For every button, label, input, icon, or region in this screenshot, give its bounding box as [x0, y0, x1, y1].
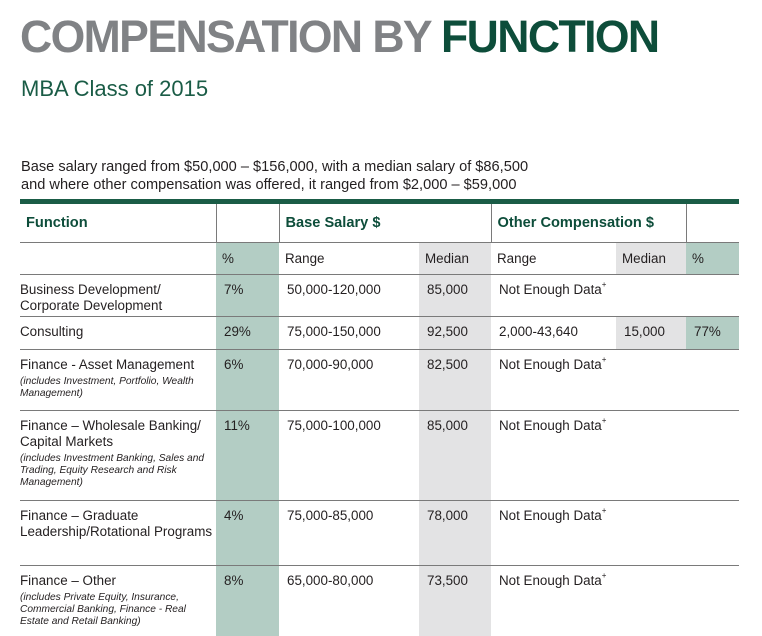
function-name-line1: Consulting [20, 324, 84, 339]
title-part-2: FUNCTION [441, 11, 659, 62]
base-range-cell: 75,000-150,000 [279, 317, 419, 350]
function-cell [20, 350, 216, 411]
footnote-marker: + [601, 416, 607, 425]
other-range-text: Not Enough Data [499, 573, 602, 588]
base-median-cell: 82,500 [419, 350, 491, 411]
other-range-text: Not Enough Data [499, 508, 602, 523]
header-other-compensation: Other Compensation $ [491, 204, 686, 243]
function-name-line1: Business Development/ [20, 282, 161, 297]
other-pct-cell: 77% [686, 317, 739, 350]
other-range-text: Not Enough Data [499, 418, 602, 433]
pct-cell: 6% [216, 350, 279, 411]
function-name-line1: Finance – Other [20, 573, 117, 588]
base-median-cell: 85,000 [419, 411, 491, 501]
function-name-line1: Finance – Graduate [20, 508, 139, 523]
base-range-cell: 75,000-100,000 [279, 411, 419, 501]
function-name-line2: Capital Markets [20, 434, 114, 449]
subheader-base-range: Range [279, 243, 419, 275]
intro-line-1: Base salary ranged from $50,000 – $156,000, with a median salary of $86,500 [21, 159, 529, 175]
header-blank-2 [686, 204, 739, 243]
other-range-cell [491, 501, 739, 566]
other-range-text: Not Enough Data [499, 357, 602, 372]
intro-line-2: and where other compensation was offered, it ranged from $2,000 – $59,000 [21, 176, 517, 193]
other-range-text: Not Enough Data [499, 282, 602, 297]
function-name-line2: Leadership/Rotational Programs [20, 524, 213, 539]
pct-cell: 4% [216, 501, 279, 566]
function-name-line2: Corporate Development [20, 298, 163, 313]
table-row [20, 566, 739, 636]
function-cell [20, 501, 216, 566]
subheader-other-range: Range [491, 243, 616, 275]
function-note: (includes Investment, Portfolio, Wealth Management) [20, 376, 194, 399]
other-range-cell [491, 566, 739, 636]
base-range-cell: 65,000-80,000 [287, 573, 374, 588]
pct-cell: 11% [216, 411, 279, 501]
subheader-other-pct: % [686, 243, 739, 275]
table-row [20, 411, 739, 501]
function-cell [20, 317, 216, 350]
footnote-marker: + [601, 280, 607, 289]
base-median-cell: 85,000 [419, 275, 491, 317]
page-title [20, 11, 659, 62]
pct-cell: 8% [216, 566, 279, 636]
header-base-salary: Base Salary $ [279, 204, 491, 243]
function-cell [20, 566, 216, 636]
other-range-cell: 2,000-43,640 [491, 317, 616, 350]
subheader-other-median: Median [616, 243, 686, 275]
function-cell [20, 411, 216, 501]
footnote-marker: + [601, 355, 607, 364]
function-note: (includes Investment Banking, Sales and Trading, Equity Research and Risk Management) [20, 453, 205, 488]
subtitle: MBA Class of 2015 [21, 76, 209, 101]
function-name-line1: Finance - Asset Management [20, 357, 195, 372]
subheader-blank [20, 243, 216, 275]
base-median-cell: 92,500 [419, 317, 491, 350]
header-function: Function [20, 204, 216, 243]
pct-cell: 7% [216, 275, 279, 317]
title-part-1: COMPENSATION BY [20, 11, 431, 62]
base-range-cell: 50,000-120,000 [279, 275, 419, 317]
header-blank [216, 204, 279, 243]
subheader-base-median: Median [419, 243, 491, 275]
table-row [20, 350, 739, 411]
compensation-table [20, 204, 739, 636]
subheader-pct: % [216, 243, 279, 275]
table-row [20, 317, 739, 350]
base-median-cell: 73,500 [419, 566, 491, 636]
pct-cell: 29% [216, 317, 279, 350]
base-median-cell: 78,000 [419, 501, 491, 566]
footnote-marker: + [601, 571, 607, 580]
other-range-cell [491, 275, 739, 317]
table-row [20, 275, 739, 317]
function-name-line1: Finance – Wholesale Banking/ [20, 418, 201, 433]
base-range-cell: 75,000-85,000 [279, 501, 419, 566]
function-cell [20, 275, 216, 317]
other-median-cell: 15,000 [616, 317, 686, 350]
table-header-row [20, 204, 739, 243]
base-range-cell: 70,000-90,000 [279, 350, 419, 411]
other-range-cell [491, 350, 739, 411]
table-subheader-row [20, 243, 739, 275]
footnote-marker: + [601, 506, 607, 515]
other-range-cell [491, 411, 739, 501]
table-row [20, 501, 739, 566]
intro-text [21, 159, 528, 194]
function-note: (includes Private Equity, Insurance, Commercial Banking, Finance - Real Estate and Retail Banking) [20, 592, 186, 627]
